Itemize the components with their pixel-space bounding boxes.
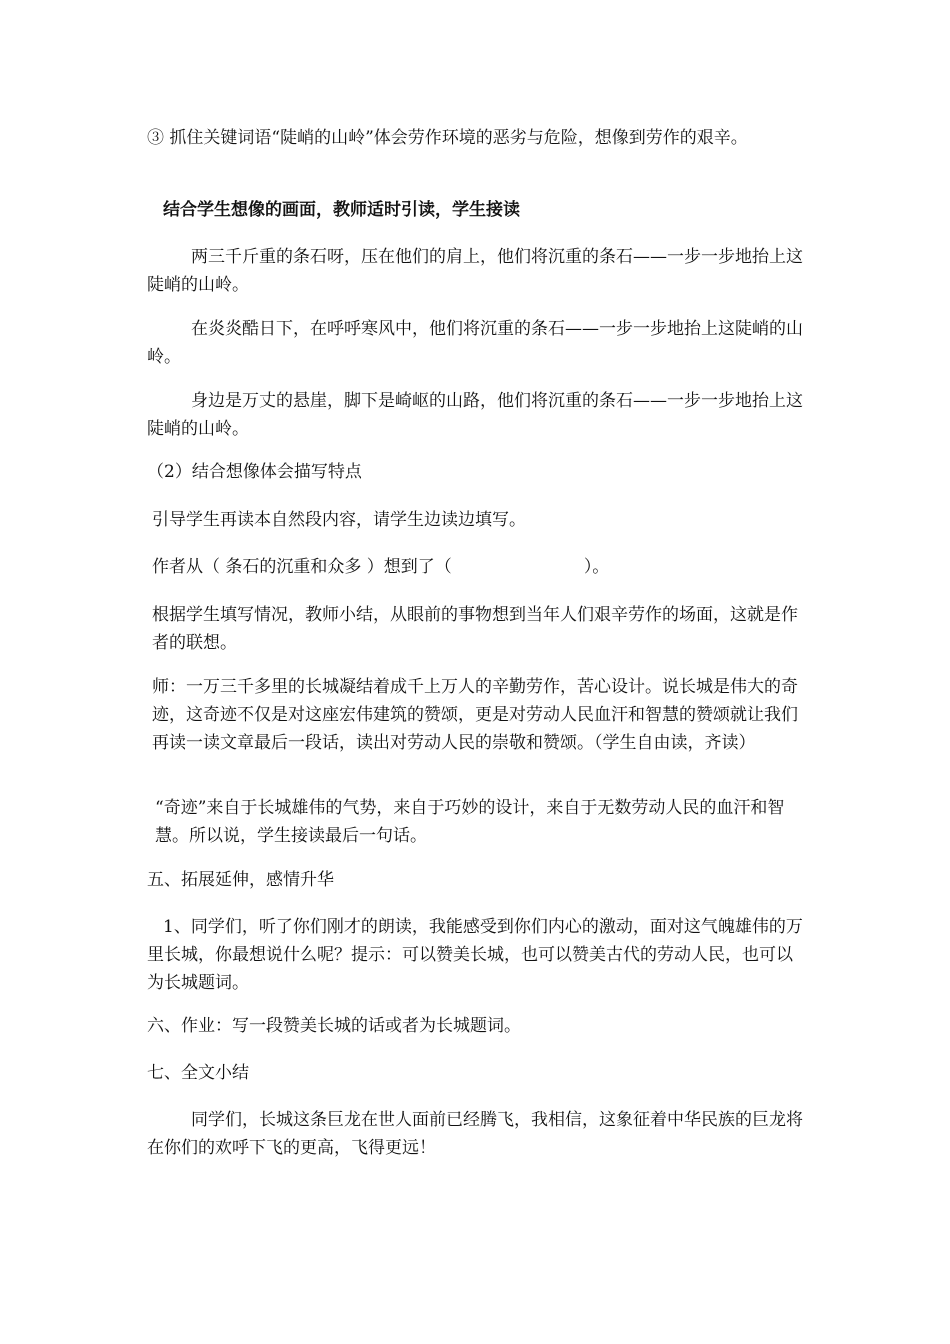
fill-blank-text-before: 作者从（ 条石的沉重和众多 ）想到了（ (152, 557, 452, 577)
paragraph-reading-line-3: 身边是万丈的悬崖，脚下是崎岖的山路，他们将沉重的条石——一步一步地抬上这陡峭的山岭。 (147, 391, 803, 439)
paragraph-guided-reading-heading: 结合学生想像的画面，教师适时引读，学生接读 (163, 200, 520, 220)
section-heading-homework: 六、作业：写一段赞美长城的话或者为长城题词。 (147, 1016, 521, 1036)
paragraph-miracle-explanation: “奇迹”来自于长城雄伟的气势，来自于巧妙的设计，来自于无数劳动人民的血汗和智慧。所以说，学生接读最后一句话。 (155, 798, 785, 846)
fill-blank-text-after: ）。 (583, 557, 610, 577)
paragraph-reading-line-1: 两三千斤重的条石呀，压在他们的肩上，他们将沉重的条石——一步一步地抬上这陡峭的山岭。 (147, 247, 803, 295)
paragraph-conclusion: 同学们，长城这条巨龙在世人面前已经腾飞，我相信，这象征着中华民族的巨龙将在你们的欢呼下飞的更高，飞得更远！ (147, 1110, 803, 1158)
paragraph-teacher-remark: 师：一万三千多里的长城凝结着成千上万人的辛勤劳作，苦心设计。说长城是伟大的奇迹，这奇迹不仅是对这座宏伟建筑的赞颂，更是对劳动人民血汗和智慧的赞颂就让我们再读一读文章最后一段话，读出对劳动人民的崇敬和赞颂。（学生自由读，齐读） (152, 677, 798, 753)
paragraph-extension-task: 1、同学们，听了你们刚才的朗读，我能感受到你们内心的激动，面对这气魄雄伟的万里长城，你最想说什么呢？提示：可以赞美长城，也可以赞美古代的劳动人民，也可以为长城题词。 (147, 917, 803, 993)
section-heading-imagination: （2）结合想像体会描写特点 (147, 462, 362, 482)
paragraph-teacher-summary: 根据学生填写情况，教师小结，从眼前的事物想到当年人们艰辛劳作的场面，这就是作者的联想。 (152, 605, 798, 653)
paragraph-reading-line-2: 在炎炎酷日下，在呼呼寒风中，他们将沉重的条石——一步一步地抬上这陡峭的山岭。 (147, 319, 803, 367)
section-heading-extension: 五、拓展延伸，感情升华 (147, 870, 334, 890)
section-heading-summary: 七、全文小结 (147, 1063, 249, 1083)
paragraph-guide-reading: 引导学生再读本自然段内容，请学生边读边填写。 (152, 510, 526, 530)
paragraph-keyword-analysis: ③ 抓住关键词语“陡峭的山岭”体会劳作环境的恶劣与危险，想像到劳作的艰辛。 (147, 128, 748, 148)
paragraph-fill-in-blank (152, 553, 812, 581)
